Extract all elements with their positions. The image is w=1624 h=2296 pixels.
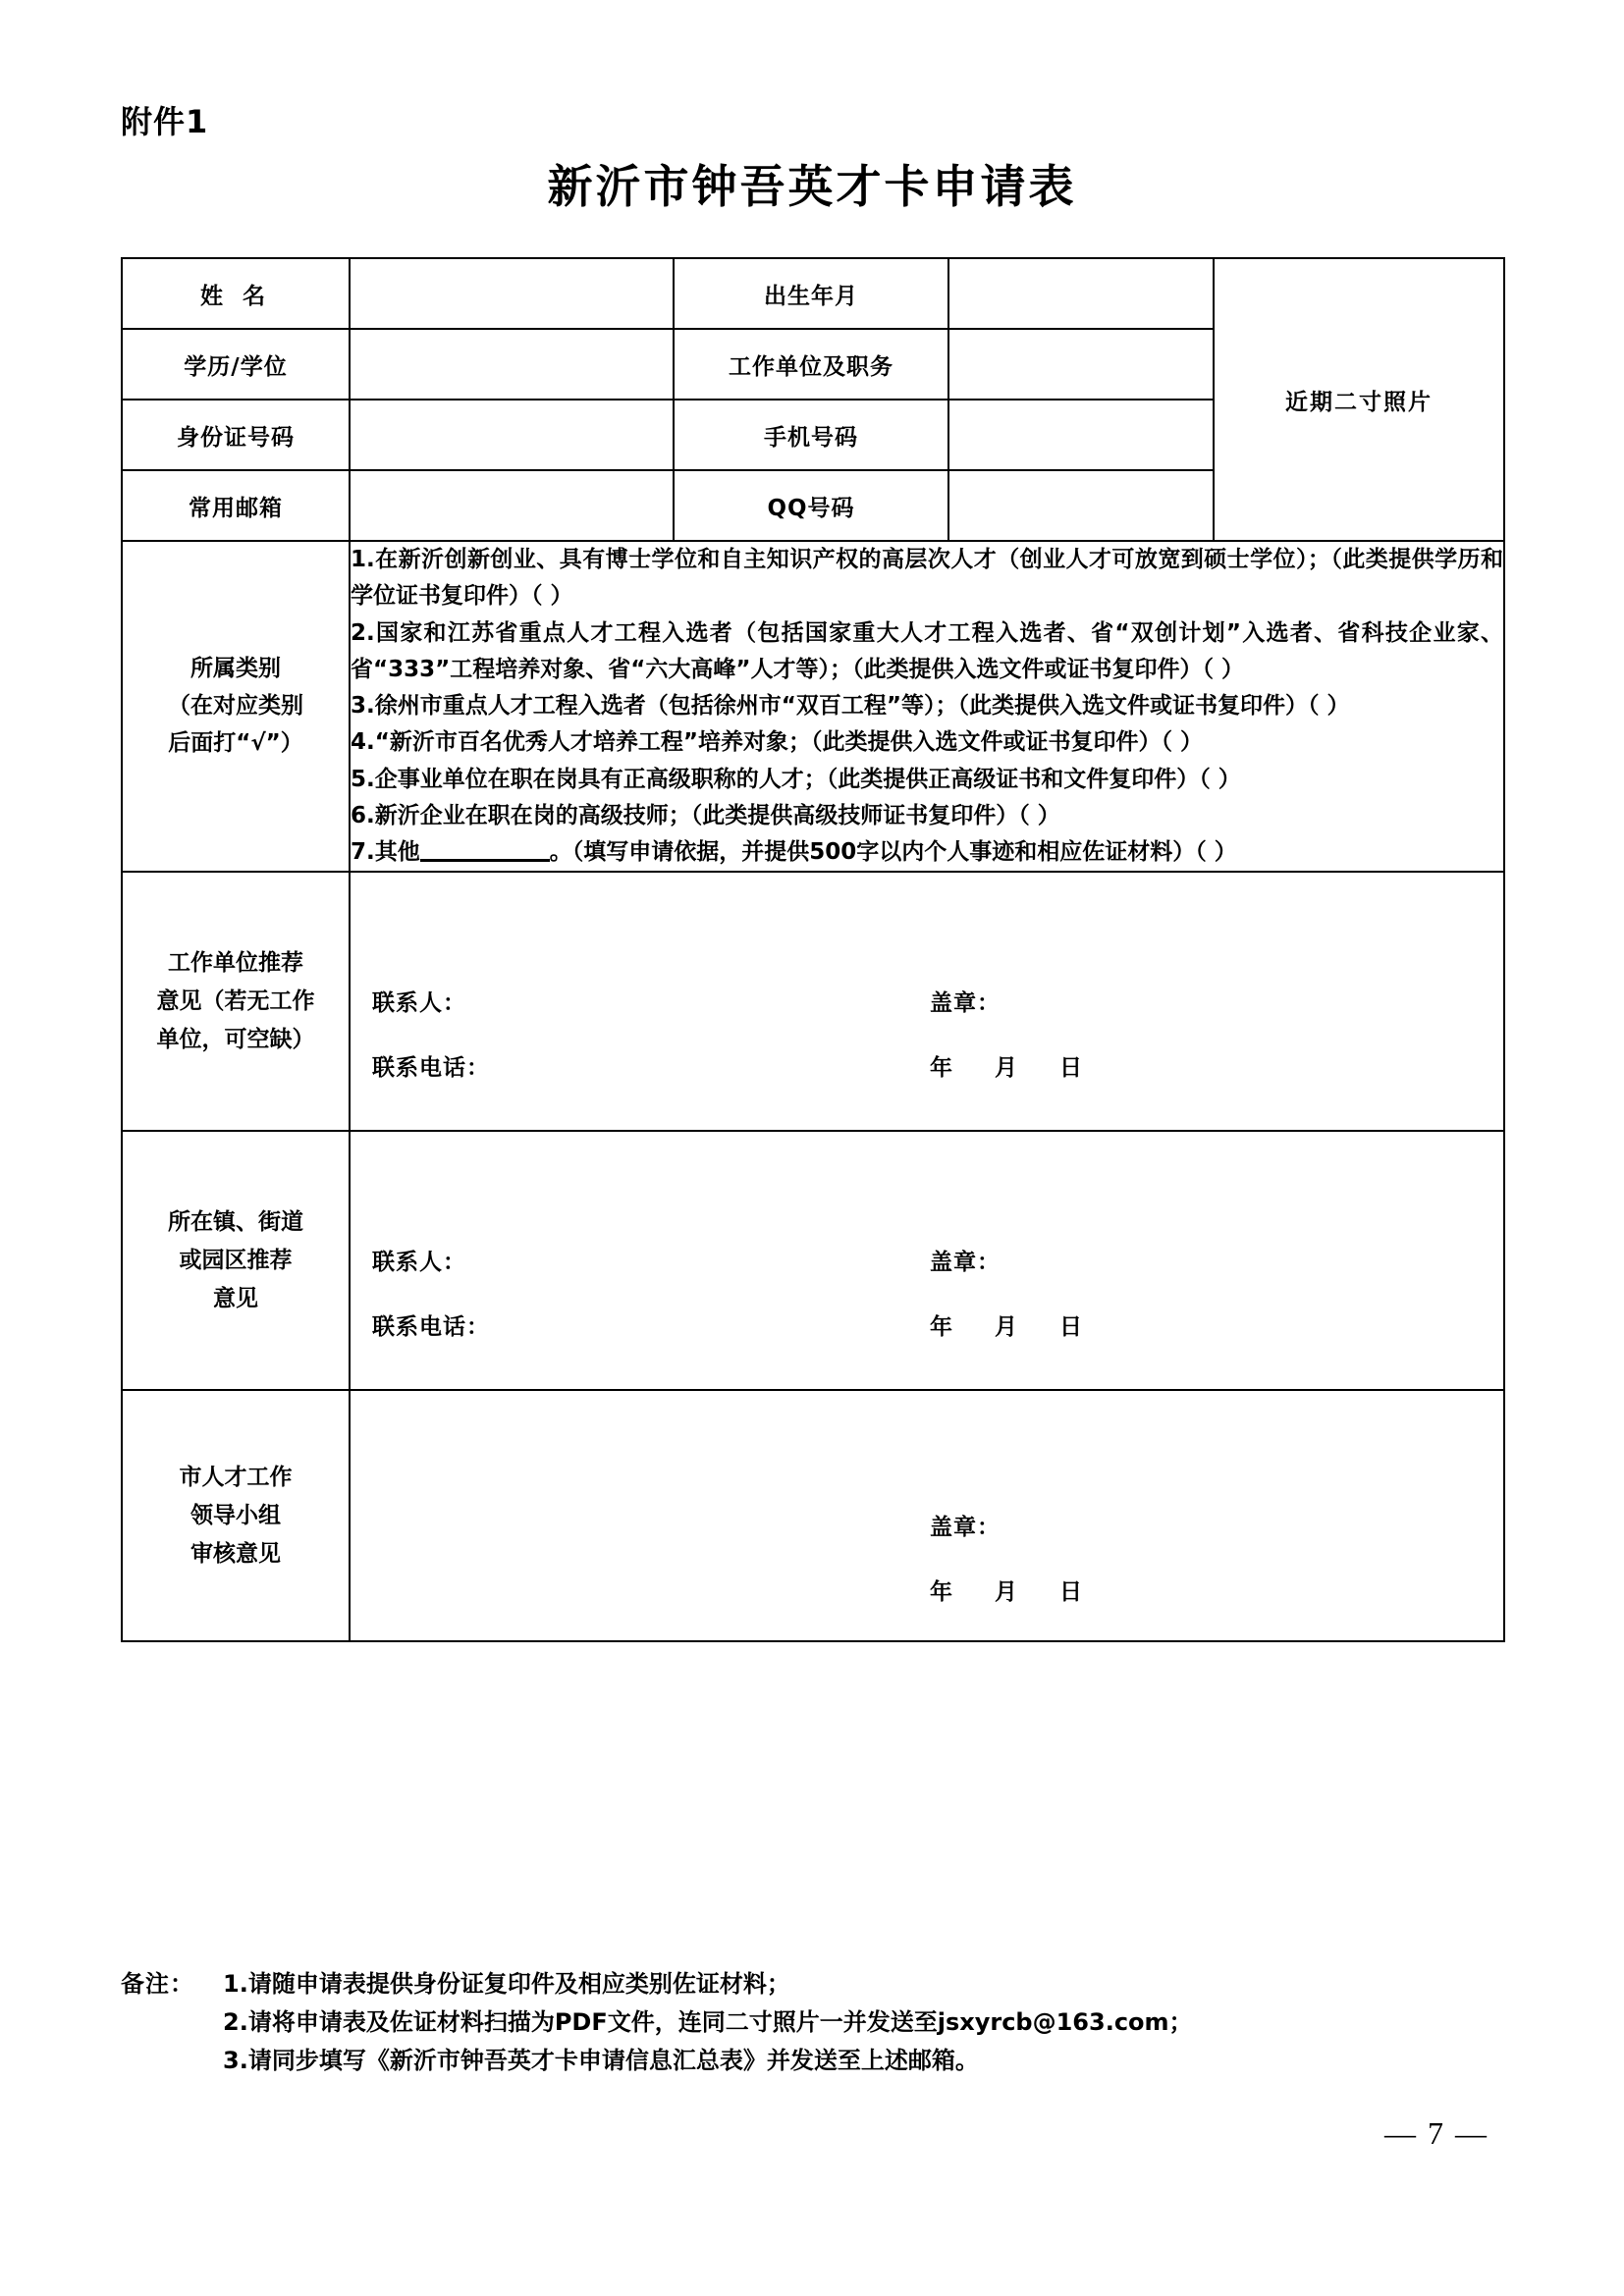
application-form-table xyxy=(121,257,1505,1642)
employer-date-line[interactable] xyxy=(930,1049,1083,1082)
label-id-number: 身份证号码 xyxy=(122,400,350,470)
employer-opinion-body[interactable] xyxy=(350,872,1504,1131)
label-category xyxy=(122,541,350,872)
label-education-degree: 学历/学位 xyxy=(122,329,350,400)
city-date-year: 年 xyxy=(930,1579,953,1606)
town-opinion-body[interactable] xyxy=(350,1131,1504,1390)
label-qq-number: QQ号码 xyxy=(674,470,948,541)
category-item-1[interactable]: 1.在新沂创新创业、具有博士学位和自主知识产权的高层次人才（创业人才可放宽到硕士学位）；（此类提供学历和学位证书复印件）（ ） xyxy=(351,547,1503,610)
label-employer-opinion-line1: 工作单位推荐 xyxy=(168,949,303,976)
town-date-month: 月 xyxy=(995,1314,1018,1341)
label-employer-opinion xyxy=(122,872,350,1131)
city-date-month: 月 xyxy=(995,1579,1018,1606)
value-email[interactable] xyxy=(350,470,674,541)
category-item-7-suffix: 。（填写申请依据，并提供500字以内个人事迹和相应佐证材料）（ ） xyxy=(549,839,1237,865)
photo-placeholder[interactable]: 近期二寸照片 xyxy=(1214,258,1504,541)
value-name[interactable] xyxy=(350,258,674,329)
value-id-number[interactable] xyxy=(350,400,674,470)
town-opinion-inner xyxy=(351,1134,1503,1387)
town-date-year: 年 xyxy=(930,1314,953,1341)
label-employer-opinion-line2: 意见（若无工作 xyxy=(156,988,315,1014)
label-category-line1: 所属类别 xyxy=(190,655,281,681)
label-town-opinion xyxy=(122,1131,350,1390)
label-mobile-number: 手机号码 xyxy=(674,400,948,470)
employer-seal-label[interactable]: 盖章： xyxy=(930,990,1001,1017)
category-item-2[interactable]: 2.国家和江苏省重点人才工程入选者（包括国家重大人才工程入选者、省“双创计划”入选者、省科技企业家、省“333”工程培养对象、省“六大高峰”人才等）；（此类提供入选文件或证书复印件）（ ） xyxy=(351,619,1503,682)
page-number: — 7 — xyxy=(1384,2115,1489,2151)
town-contact-phone-label[interactable]: 联系电话： xyxy=(372,1314,490,1341)
town-date-line[interactable] xyxy=(930,1308,1083,1341)
city-opinion-inner xyxy=(351,1393,1503,1638)
employer-contact-phone-label[interactable]: 联系电话： xyxy=(372,1055,490,1082)
city-seal-label[interactable]: 盖章： xyxy=(930,1515,1001,1541)
label-city-opinion xyxy=(122,1390,350,1641)
table-row-category xyxy=(122,541,1504,872)
footer-notes xyxy=(121,1965,1515,2080)
table-row xyxy=(122,258,1504,329)
category-item-7[interactable] xyxy=(351,834,1503,871)
category-item-7-prefix: 7.其他 xyxy=(351,839,420,865)
notes-list xyxy=(121,1965,1515,2080)
employer-opinion-inner xyxy=(351,875,1503,1128)
category-items xyxy=(350,541,1504,872)
category-item-4[interactable]: 4.“新沂市百名优秀人才培养工程”培养对象；（此类提供入选文件或证书复印件）（ ） xyxy=(351,729,1203,756)
value-mobile-number[interactable] xyxy=(948,400,1214,470)
label-category-line2: （在对应类别 xyxy=(168,692,303,719)
label-name: 姓 名 xyxy=(122,258,350,329)
city-date-day: 日 xyxy=(1059,1579,1083,1606)
label-town-opinion-line1: 所在镇、街道 xyxy=(168,1208,303,1235)
town-contact-person-label[interactable]: 联系人： xyxy=(372,1250,466,1276)
category-item-5[interactable]: 5.企事业单位在职在岗具有正高级职称的人才；（此类提供正高级证书和文件复印件）（ ） xyxy=(351,766,1241,792)
category-item-6[interactable]: 6.新沂企业在职在岗的高级技师；（此类提供高级技师证书复印件）（ ） xyxy=(351,802,1060,828)
label-employer-opinion-line3: 单位，可空缺） xyxy=(156,1026,315,1052)
table-row-opinion-town xyxy=(122,1131,1504,1390)
employer-contact-person-label[interactable]: 联系人： xyxy=(372,990,466,1017)
town-date-day: 日 xyxy=(1059,1314,1083,1341)
employer-date-month: 月 xyxy=(995,1055,1018,1082)
label-town-opinion-line3: 意见 xyxy=(213,1285,258,1311)
employer-date-day: 日 xyxy=(1059,1055,1083,1082)
label-city-opinion-line2: 领导小组 xyxy=(190,1502,281,1528)
city-date-line[interactable] xyxy=(930,1574,1083,1606)
town-seal-label[interactable]: 盖章： xyxy=(930,1250,1001,1276)
table-row-opinion-city xyxy=(122,1390,1504,1641)
category-item-3[interactable]: 3.徐州市重点人才工程入选者（包括徐州市“双百工程”等）；（此类提供入选文件或证书复印件）（ ） xyxy=(351,693,1350,719)
label-employer-position: 工作单位及职务 xyxy=(674,329,948,400)
note-item-2: 2.请将申请表及佐证材料扫描为PDF文件，连同二寸照片一并发送至jsxyrcb@163.com； xyxy=(223,2007,1193,2036)
value-education-degree[interactable] xyxy=(350,329,674,400)
city-opinion-body[interactable] xyxy=(350,1390,1504,1641)
label-city-opinion-line3: 审核意见 xyxy=(190,1540,281,1567)
value-birth-date[interactable] xyxy=(948,258,1214,329)
label-category-line3: 后面打“√”） xyxy=(168,729,303,756)
value-qq-number[interactable] xyxy=(948,470,1214,541)
label-birth-date: 出生年月 xyxy=(674,258,948,329)
page-title: 新沂市钟吾英才卡申请表 xyxy=(547,160,1077,213)
label-city-opinion-line1: 市人才工作 xyxy=(179,1464,293,1490)
employer-date-year: 年 xyxy=(930,1055,953,1082)
note-item-1: 1.请随申请表提供身份证复印件及相应类别佐证材料； xyxy=(223,1970,790,1998)
attachment-label: 附件1 xyxy=(121,103,209,140)
table-row-opinion-employer xyxy=(122,872,1504,1131)
value-employer-position[interactable] xyxy=(948,329,1214,400)
label-email: 常用邮箱 xyxy=(122,470,350,541)
note-item-3: 3.请同步填写《新沂市钟吾英才卡申请信息汇总表》并发送至上述邮箱。 xyxy=(223,2046,979,2074)
label-town-opinion-line2: 或园区推荐 xyxy=(179,1247,293,1273)
category-item-7-blank[interactable] xyxy=(420,859,550,862)
notes-title: 备注： xyxy=(121,1970,194,1998)
